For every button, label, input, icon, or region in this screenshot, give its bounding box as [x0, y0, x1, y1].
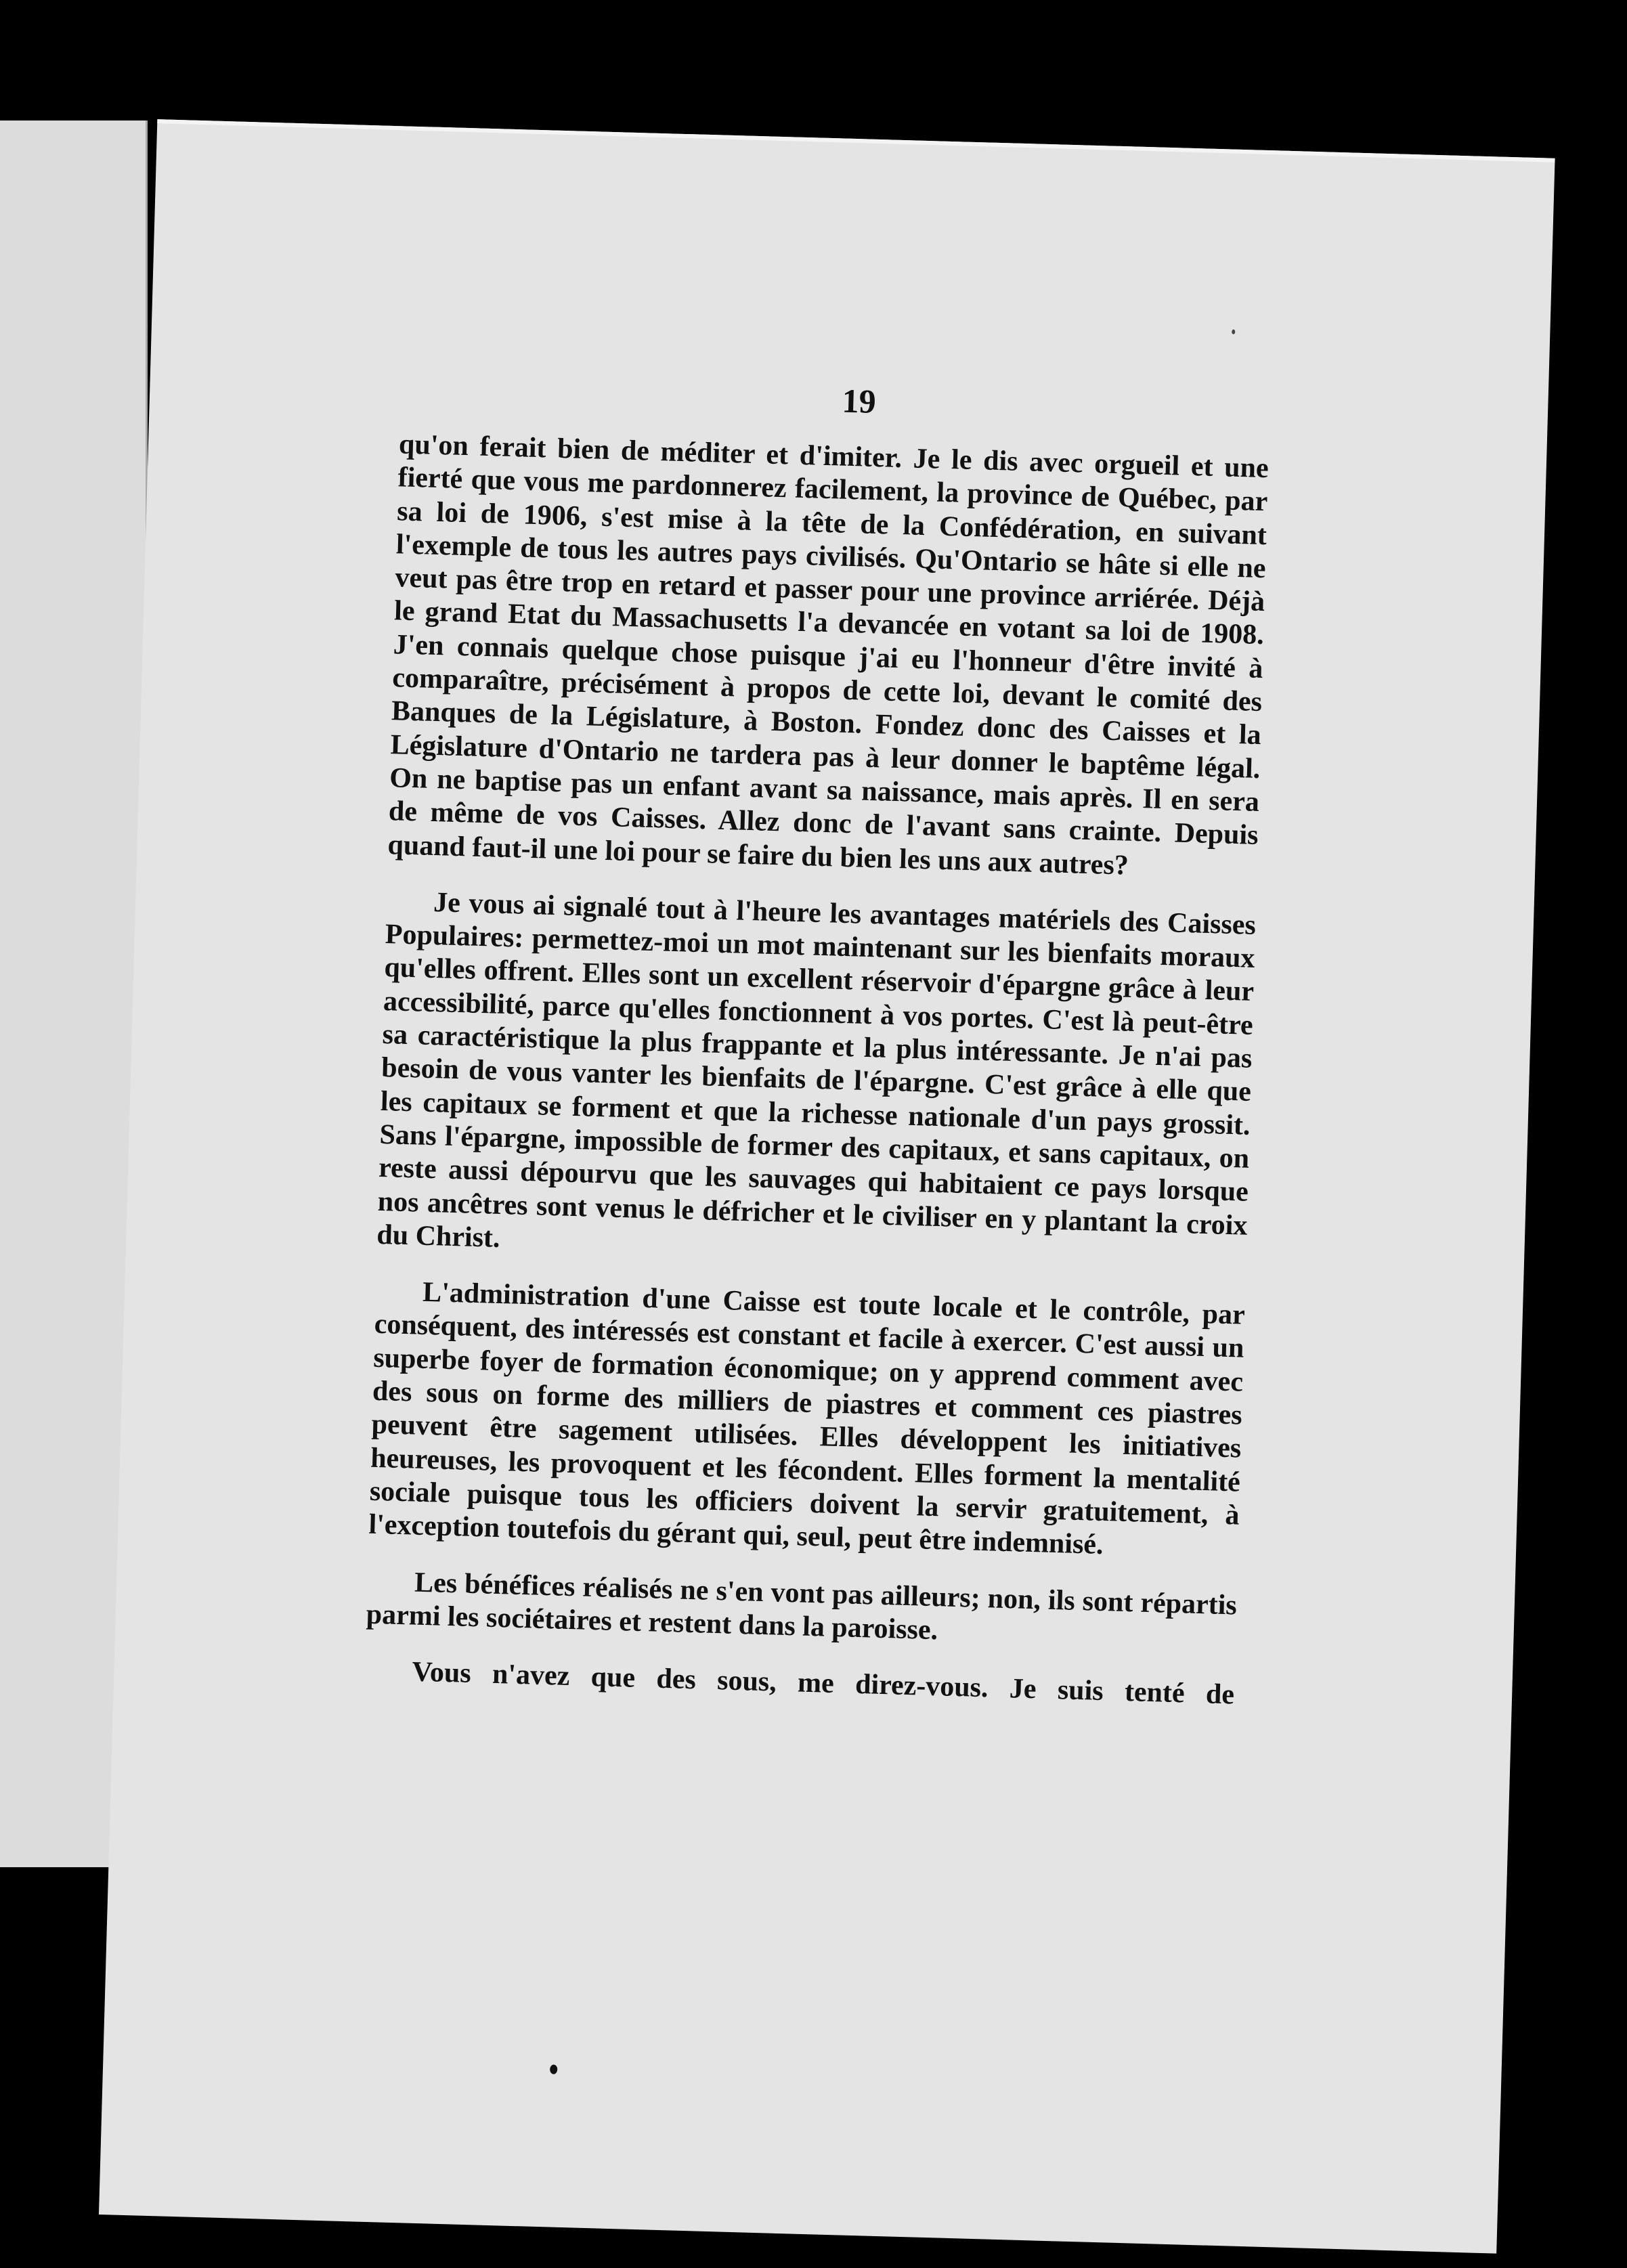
- page-number: 19: [841, 381, 877, 420]
- ink-speck: [1232, 330, 1235, 334]
- body-text: [364, 428, 1269, 1735]
- paragraph: Les bénéfices réalisés ne s'en vont pas ailleurs; non, ils sont répartis parmi les sociétaires et restent dans la paroisse.: [366, 1567, 1238, 1647]
- ink-dot: [550, 2064, 557, 2074]
- paragraph: qu'on ferait bien de méditer et d'imiter. Je le dis avec orgueil et une fierté que vous me pardonnerez facilement, la province de Québec, par sa loi de 1906, s'est mise à la tête de la Confédération, en suivant l'exemple de tous les autres pays civilisés. Qu'Ontario se hâte si elle ne veut pas être trop en retard et passer pour une province arriérée. Déjà le grand Etat du Massachusetts l'a devancée en votant sa loi de 1908. J'en connais quelque chose puisque j'ai eu l'honneur d'être invité à comparaître, précisément à propos de cette loi, devant le comité des Banques de la Législature, à Boston. Fondez donc des Caisses et la Législature d'Ontario ne tardera pas à leur donner le baptême légal. On ne baptise pas un enfant avant sa naissance, mais après. Il en sera de même de vos Caisses. Allez donc de l'avant sans crainte. Depuis quand faut-il une loi pour se faire du bien les uns aux autres?: [387, 429, 1270, 881]
- paragraph: Je vous ai signalé tout à l'heure les avantages matériels des Caisses Populaires: permettez-moi un mot maintenant sur les bienfaits moraux qu'elles offrent. Elles sont un excellent réservoir d'épargne grâce à leur accessibilité, parce qu'elles fonctionnent à vos portes. C'est là peut-être sa caractéristique la plus frappante et la plus intéressante. Je n'ai pas besoin de vous vanter les bienfaits de l'épargne. C'est grâce à elle que les capitaux se forment et que la richesse nationale d'un pays grossit. Sans l'épargne, impossible de former des capitaux, et sans capitaux, on reste aussi dépourvu que les sauvages qui habitaient ce pays lorsque nos ancêtres sont venus le défricher et le civiliser en y plantant la croix du Christ.: [376, 886, 1257, 1254]
- paragraph: Vous n'avez que des sous, me direz-vous. Je suis tenté de: [411, 1656, 1235, 1711]
- paragraph: L'administration d'une Caisse est toute locale et le contrôle, par conséquent, des intéressés est constant et facile à exercer. C'est aussi un superbe foyer de formation économique; on y apprend comment avec des sous on forme des milliers de piastres et comment ces piastres peuvent être sagement utilisées. Elles développent les initiatives heureuses, les provoquent et les fécondent. Elles forment la mentalité sociale puisque tous les officiers doivent la servir gratuitement, à l'exception toutefois du gérant qui, seul, peut être indemnisé.: [368, 1276, 1246, 1561]
- document-page: [99, 119, 1555, 2253]
